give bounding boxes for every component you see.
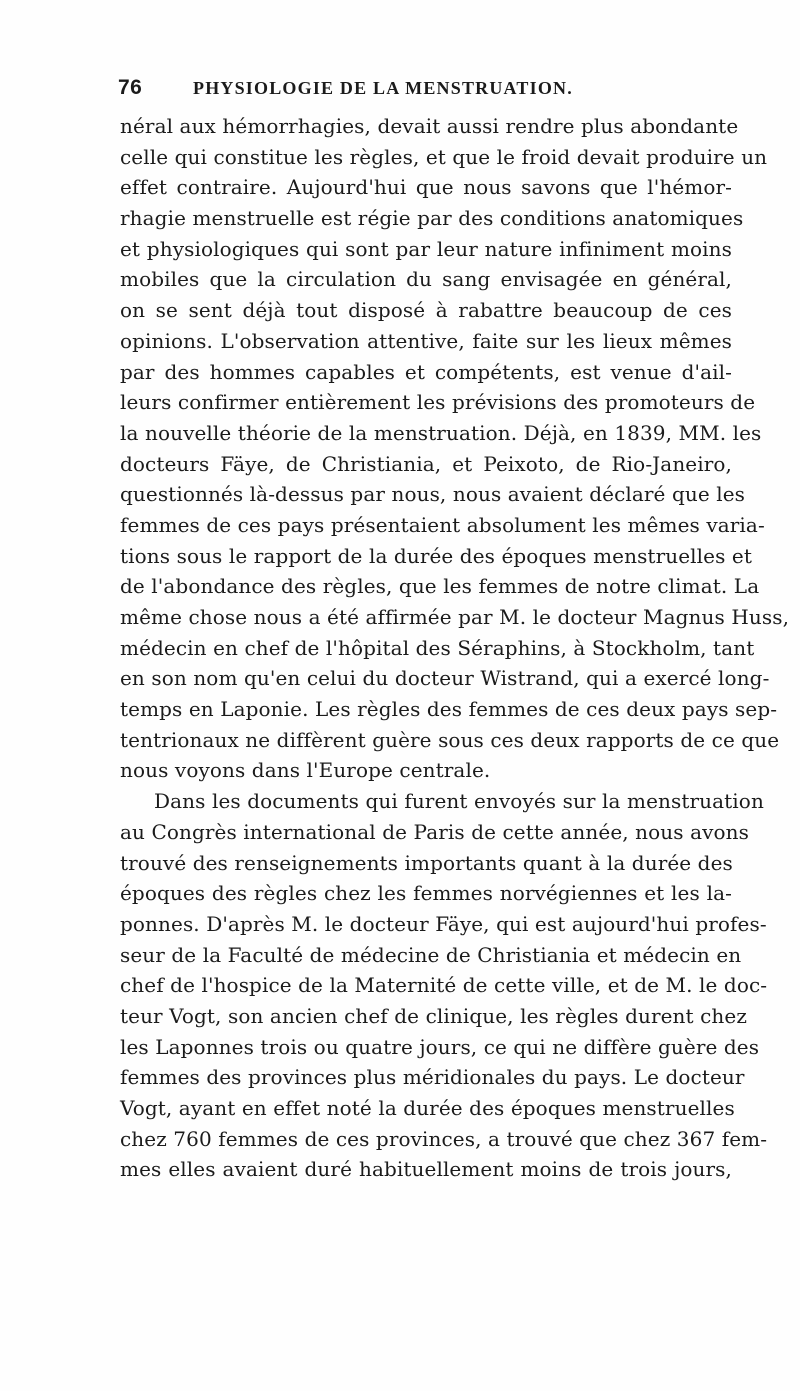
text-line: mobiles que la circulation du sang envisagée en général, (120, 267, 732, 292)
text-line: rhagie menstruelle est régie par des conditions anatomiques (120, 206, 744, 231)
text-line: et physiologiques qui sont par leur nature infiniment moins (120, 236, 732, 261)
text-line: de l'abondance des règles, que les femmes de notre climat. La (120, 574, 760, 599)
text-line: mes elles avaient duré habituellement moins de trois jours, (120, 1157, 732, 1182)
page-number: 76 (118, 76, 143, 99)
text-line: néral aux hémorrhagies, devait aussi rendre plus abondante (120, 114, 739, 138)
running-title: PHYSIOLOGIE DE LA MENSTRUATION. (193, 78, 573, 98)
text-line: femmes de ces pays présentaient absolument les mêmes varia- (120, 512, 765, 537)
paragraph-end-line: nous voyons dans l'Europe centrale. (120, 758, 491, 783)
text-line: tentrionaux ne diffèrent guère sous ces deux rapports de ce que (120, 727, 780, 752)
text-line: seur de la Faculté de médecine de Christiania et médecin en (120, 942, 742, 967)
text-line: temps en Laponie. Les règles des femmes de ces deux pays sep- (120, 697, 778, 722)
text-line: trouvé des renseignements importants quant à la durée des (120, 850, 733, 875)
text-line: ponnes. D'après M. le docteur Fäye, qui est aujourd'hui profes- (120, 911, 767, 936)
text-line: teur Vogt, son ancien chef de clinique, les règles durent chez (120, 1003, 747, 1028)
text-line: docteurs Fäye, de Christiania, et Peixoto, de Rio-Janeiro, (120, 451, 732, 476)
text-line: en son nom qu'en celui du docteur Wistrand, qui a exercé long- (120, 666, 770, 691)
text-line: leurs confirmer entièrement les prévisions des promoteurs de (120, 390, 756, 415)
text-line: Vogt, ayant en effet noté la durée des époques menstruelles (120, 1096, 735, 1120)
text-line: on se sent déjà tout disposé à rabattre beaucoup de ces (120, 298, 732, 323)
text-line: la nouvelle théorie de la menstruation. Déjà, en 1839, MM. les (120, 420, 762, 445)
text-line: opinions. L'observation attentive, faite sur les lieux mêmes (120, 328, 732, 353)
text-line: même chose nous a été affirmée par M. le docteur Magnus Huss, (120, 605, 790, 629)
text-line: questionnés là-dessus par nous, nous avaient déclaré que les (120, 482, 746, 507)
page-header (118, 76, 728, 106)
text-line: époques des règles chez les femmes norvégiennes et les la- (120, 881, 732, 906)
text-line: effet contraire. Aujourd'hui que nous savons que l'hémor- (120, 175, 732, 200)
text-line: par des hommes capables et compétents, est venue d'ail- (120, 359, 732, 384)
text-line: celle qui constitue les règles, et que le froid devait produire un (120, 144, 768, 169)
paragraph-start-line: Dans les documents qui furent envoyés sur la menstruation (154, 789, 764, 814)
body-text (120, 111, 790, 1185)
text-line: au Congrès international de Paris de cette année, nous avons (120, 819, 750, 844)
text-line: médecin en chef de l'hôpital des Séraphins, à Stockholm, tant (120, 635, 755, 660)
text-line: chez 760 femmes de ces provinces, a trouvé que chez 367 fem- (120, 1126, 768, 1151)
text-line: tions sous le rapport de la durée des époques menstruelles et (120, 543, 752, 568)
text-line: chef de l'hospice de la Maternité de cette ville, et de M. le doc- (120, 973, 768, 998)
text-line: les Laponnes trois ou quatre jours, ce qui ne diffère guère des (120, 1034, 760, 1059)
text-line: femmes des provinces plus méridionales du pays. Le docteur (120, 1065, 745, 1090)
